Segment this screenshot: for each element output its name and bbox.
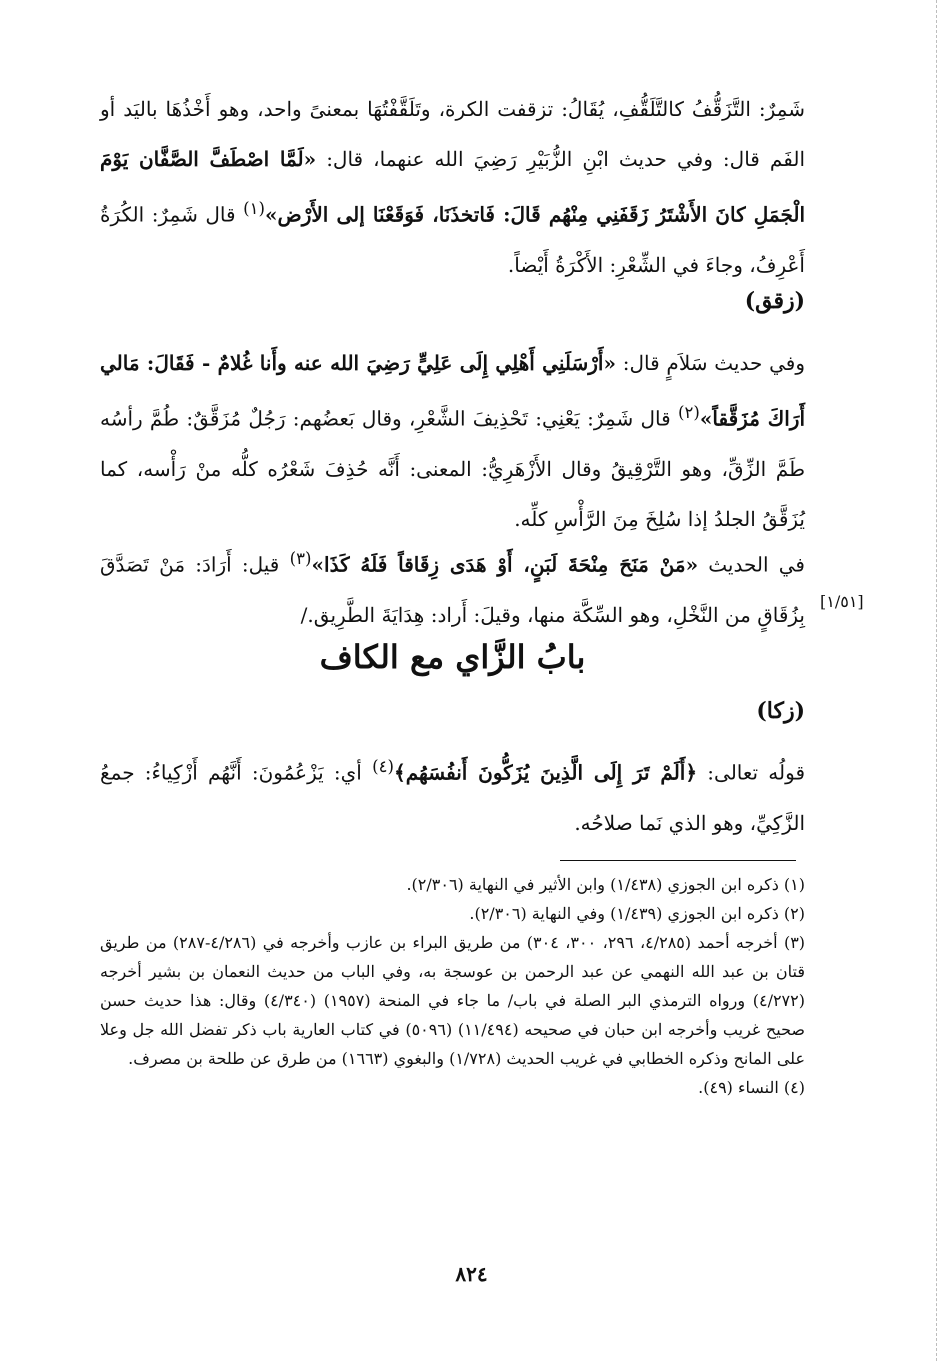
- manuscript-folio-reference: [١/٥١]: [820, 592, 864, 611]
- footnote-marker-2: (٢): [677, 403, 700, 422]
- paragraph-text: قال شَمِرٌ: الكُرَةُ أَعْرِفُ، وجاءَ في الشِّعْرِ: الأَكْرَةُ أَيْضاً.: [100, 202, 805, 277]
- paragraph-zaqaf: [100, 84, 805, 290]
- footnote-separator: [560, 860, 796, 861]
- paragraph-zaka: [100, 742, 805, 848]
- margin-dashed-rule: [936, 0, 937, 1361]
- paragraph-text: أي: يَزْعُمُونَ: أَنَّهُم أَزْكِياءُ: جمعُ الزَّكِيِّ، وهو الذي نَما صلاحُه.: [100, 760, 805, 835]
- paragraph-text: في الحديث: [708, 552, 805, 577]
- paragraph-text: وفي حديث سَلاَمٍ قال:: [622, 351, 805, 375]
- paragraph-zaqaq-1: [100, 338, 805, 544]
- hadith-quote: «مَنْ مَنَحَ مِنْحَةَ لَبَنٍ، أَوْ هَدَى زِقَاقاً فَلَهُ كَذَا»: [311, 552, 699, 577]
- quran-quote: ﴿أَلَمْ تَرَ إِلَى الَّذِينَ يُزَكُّونَ أَنفُسَهُم﴾: [394, 760, 698, 785]
- paragraph-text: قولُه تعالى:: [707, 760, 806, 785]
- paragraph-text: قال شَمِرٌ: يَعْنِي: تَحْذِيفَ الشَّعْرِ، وقال بَعضُهم: رَجُلٌ مُزَقَّقٌ: طُمَّ رأسُه طَمَّ الزِّقِّ، وهو التَّرْقِيقُ وقال الأَزْهَرِيُّ: المعنى: أَنَّه حُذِفَ شَعْرُه كلُّه منْ رَأْسه، كما يُزَقَّقُ الجلدُ إذا سُلِخَ مِنَ الرَّأْسِ كلِّه.: [100, 406, 805, 531]
- footnote-marker-4: (٤): [372, 757, 395, 776]
- root-heading-zaqaq: (زقق): [744, 288, 805, 314]
- page-number: ٨٢٤: [455, 1262, 488, 1286]
- hadith-quote: «أَرْسَلَنِي أَهْلِي إِلَى عَلِيٍّ رَضِيَ الله عنه وأَنا غُلامٌ - فَقَالَ: مَالي أَرَاكَ مُزَقَّقاً»: [100, 351, 806, 431]
- paragraph-zaqaq-2: [100, 534, 805, 640]
- footnote-4: (٤) النساء (٤٩).: [698, 1078, 805, 1097]
- footnote-marker-3: (٣): [289, 549, 312, 568]
- paragraph-text: قيل: أَرَادَ: مَنْ تَصَدَّقَ بِزُقَاقٍ من النَّخْلِ، وهو السِّكَّة منها، وقيلَ: أَراد: هِدَايَةَ الطَّرِيق./: [100, 552, 805, 627]
- footnote-marker-1: (١): [243, 199, 266, 218]
- hadith-quote: «لَمَّا اصْطَفَّ الصَّفَّان يَوْمَ الْجَمَلِ كانَ الأَشْتَرُ زَقَفَنِي مِنْهُم قَالَ: فَاتخذَنَا، فَوَقَعْنَا إلى الأَرْض»: [100, 147, 806, 227]
- chapter-title: بابُ الزَّاي مع الكاف: [319, 638, 586, 676]
- footnote-1: (١) ذكره ابن الجوزي (١/٤٣٨) وابن الأثير في النهاية (٢/٣٠٦).: [406, 875, 805, 894]
- footnote-2: (٢) ذكره ابن الجوزي (١/٤٣٩) وفي النهاية (٢/٣٠٦).: [469, 904, 805, 923]
- paragraph-text: شَمِرٌ: التَّزَقُّفُ كالتَّلَقُّفِ، يُقَالُ: تزقفت الكرة، وتَلَقَّفْتُهَا بمعنىً واحد، وهو أَخْذُهَا باليَد أو الفَم قال: وفي حديث ابْنِ الزُّبَيْرِ رَضِيَ الله عنهما، قال:: [100, 97, 805, 171]
- footnotes-block: [100, 870, 805, 1102]
- footnote-3: (٣) أخرجه أحمد (٤/٢٨٥، ٢٩٦، ٣٠٠، ٣٠٤) من طريق البراء بن عازب وأخرجه في (٤/٢٨٦-٢٨٧) من طريق قتان بن عبد الله النهمي عن عبد الرحمن بن عوسجة به، وفي الباب من حديث النعمان بن بشير أخرجه (٤/٢٧٢) ورواه الترمذي البر الصلة في باب/ ما جاء في المنحة (١٩٥٧) (٤/٣٤٠) وقال: هذا حديث حسن صحيح غريب وأخرجه ابن حبان في صحيحه (١١/٤٩٤) (٥٠٩٦) في كتاب العارية باب ذكر تفضل الله جل وعلا على المانح وذكره الخطابي في غريب الحديث (١/٧٢٨) والبغوي (١٦٦٣) من طرق عن طلحة بن مصرف.: [100, 933, 806, 1068]
- root-heading-zaka: (زكا): [756, 698, 805, 724]
